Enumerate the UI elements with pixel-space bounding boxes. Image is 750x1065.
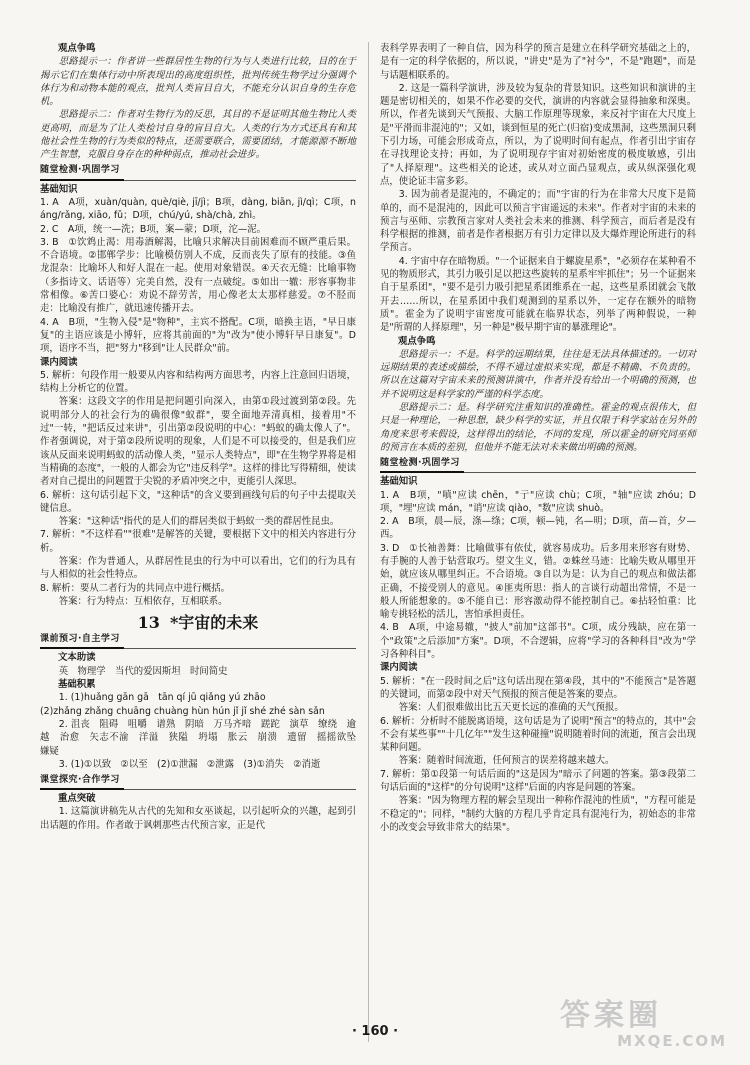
section-number: 13 [137,613,160,633]
section-separator [380,457,696,473]
separator-label: 课堂探究·合作学习 [40,774,124,790]
watermark-logo [560,1000,735,1055]
subheading: 观点争鸣 [398,335,436,347]
subheading: 观点争鸣 [58,43,96,54]
paragraph: 4. A B项，"生物入侵"是"物种"，主宾不搭配。C项，暗换主语，"早日康复"的主语应该是小博轩，应将其前面的"为"改为"使小博轩早日康复"。D项，语序不当，把"努力"移到"让人民群众"前。 [40,316,356,355]
subheading: 课内阅读 [380,662,418,674]
section-separator [40,633,356,649]
paragraph: 答案：这段文字的作用是把问题引向深入，由第①段过渡到第②段。先说明部分人的社会行为的确很像"蚁群"，要全面地弄清真相，接着用"不过"一转，"把话反过来讲"，引出第②段说明的中心："蚂蚁的确太像人了"。作者强调说，对于第②段所说明的现象，人们是不可以接受的，但是我们应该从反面来说明蚂蚁的活动像人类，"显示人类特点"，即"在生物学界将是相当精确的态度"，一般的人都会为它"违反科学"。这样的排比写得精细，使读者对自己提出的问题置于尖锐的矛盾冲突之中，更能引人深思。 [40,396,356,488]
paragraph: 2. C A项，统一—洗；B项，案—蒙；D项，沱—泥。 [40,223,267,235]
paragraph: 7. 解析："不这样看""很难"是解答的关键，要根据下文中的相关内容进行分析。 [40,529,356,554]
paragraph: 答案：人们很难做出比五天更长远的准确的天气预报。 [398,702,624,714]
separator-label: 随堂检测·巩固学习 [380,457,464,473]
paragraph: 5. 解析："在一段时间之后"这句话出现在第④段，其中的"不能预言"是答题的关键词，而第②段中对天气预报的预言便是答案的要点。 [380,675,696,700]
left-column [40,42,366,832]
paragraph: 2. A B项，晨—辰，涤—绦；C项，顿—钝，名—明；D项，苗—首，夕—西。 [380,516,696,541]
section-separator [40,774,356,790]
section-separator [40,165,356,181]
paragraph: 答案："因为物理方程的解会呈现出一种称作混沌的性质"，"方程可能是不稳定的"；同样，"制约大脑的方程几乎肯定具有混沌行为，初始态的非常小的改变会导致非常大的结果"。 [380,795,696,833]
paragraph: (2)zhǎng zhǎng chuāng chuàng hùn hún jǐ jǐ shé zhé sàn sǎn [40,705,325,717]
paragraph: 英 物理学 当代的爱因斯坦 时间简史 [58,665,228,677]
paragraph: 答案："这种话"指代的是人们的群居类似于蚂蚁一类的群居性昆虫。 [58,516,340,528]
paragraph: 表科学界表明了一种自信，因为科学的预言是建立在科学研究基础之上的，是有一定的科学依据的，所以说，"讲史"是为了"衬今"，不是"跑题"，而是与话题相联系的。 [380,43,696,81]
paragraph: 3. 因为前者是混沌的，不确定的；而"宇宙的行为在非常大尺度下是简单的，而不是混沌的，因此可以预言宇宙遥远的未来"。作者对宇宙的未来的预言与巫师、宗教预言家对人类社会未来的推测、科学预言，而后者是没有科学根据的推测，前者是作者根据万有引力定律以及大爆炸理论所进行的科学预言。 [380,189,696,254]
separator-label: 随堂检测·巩固学习 [40,164,124,180]
paragraph: 思路提示一：不是。科学的远期结果，往往是无法具体描述的。一切对远期结果的表述或描绘，不得不通过虚拟来实现，都是不精确、不负责的。所以在这篇对宇宙未来的预测讲演中，作者并没有给出一个明确的预测，也并不说明这是科学家的严谨的科学态度。 [380,348,696,400]
paragraph: 2. 沮丧 阻碍 咀嚼 谱熟 阴暗 万马齐喑 蹉跎 演草 缭绕 逾越 治愈 矢志不渝 洋溢 狭隘 坍塌 胀云 崩溃 遗留 摇摇欲坠 嫌疑 [40,718,366,757]
paragraph: 答案：随着时间流逝，任何预言的误差将越来越大。 [398,755,615,767]
paragraph: 1. A A项，xuàn/quàn, què/qiè, jī/jì；B项，dàng, biān, jì/qì；C项，náng/rǎng, xiāo, fǔ；D项，chú/yú, shà/chà, zhì。 [40,196,356,222]
subheading: 文本助读 [58,652,96,664]
separator-label: 课前预习·自主学习 [40,633,124,649]
paragraph: 答案：作为普通人，从群居性昆虫的行为中可以看出，它们的行为具有与人相似的社会性特点。 [40,555,356,581]
subheading: 基础知识 [380,476,418,488]
paragraph: 思路提示一：作者讲一些群居性生物的行为与人类进行比较，目的在于揭示它们在集体行动中所表现出的高度组织性，批判传统生物学过分强调个体行为和动物本能的观点，批判人类盲目自大，不能充分认识自身的生存危机。 [40,56,356,108]
paragraph: 5. 解析：句段作用一般要从内容和结构两方面思考，内容上注意回归语境，结构上分析它的位置。 [40,369,356,395]
section-title [40,613,356,633]
paragraph: 8. 解析：要从二者行为的共同点中进行概括。 [40,582,231,594]
paragraph: 6. 解析：这句话引起下文，"这种话"的含义要到画线句后的句子中去提取关键信息。 [40,489,356,514]
paragraph: 7. 解析：第①段第一句话后面的"这是因为"暗示了问题的答案。第③段第二句话后面的"这样"的分句说明"这样"后面的内容是问题的答案。 [380,768,696,794]
page-number: · 160 · [351,1024,399,1039]
subheading: 重点突破 [58,793,96,805]
subheading: 基础知识 [40,183,78,195]
paragraph: 4. B A项，中途易辙，"披人"前加"这部书"。C项，成分残缺，应在第一个"政策"之后添加"方案"。D项，不合逻辑，应将"学习的各种科目"改为"学习各种科目"。 [380,622,696,661]
subheading: 基础积累 [58,679,96,691]
paragraph: 答案：行为特点：互相依存，互相联系。 [58,595,228,607]
column-divider [368,42,369,1042]
paragraph: 思路提示二：作者对生物行为的反思，其目的不是证明其他生物比人类更高明，而是为了让人类检讨自身的盲目自大。人类的行为方式还具有和其他社会性生物的行为类似的特点，还需要联合，需要团结，才能源源不断地产生智慧，克服自身存在的种种弱点，推动社会进步。 [40,109,356,161]
section-title-text: *宇宙的未来 [169,613,259,633]
watermark-text-top: 答案圈 [560,998,662,1033]
watermark-text-bottom: MXQE.COM [617,1032,727,1050]
paragraph: 3. (1)①以致 ②以至 (2)①泄漏 ②泄露 (3)①消失 ②消逝 [58,758,321,770]
paragraph: 1. 这篇演讲稿先从古代的先知和女巫谈起，以引起听众的兴趣，起到引出话题的作用。作者敢于讽刺那些古代预言家，正是代 [40,806,356,831]
paragraph: 1. (1)huǎng gān gā tān qí jū qiǎng yú zhāo [58,692,266,704]
paragraph: 3. D ①长袖善舞：比喻做事有依仗，就容易成功。后多用来形容有财势、有手腕的人善于钻营取巧。望文生义，错。②蛛丝马迹：比喻失败从哪里开始，就应该从哪里纠正。不合语境。③自以为是：认为自己的观点和做法都正确，不接受别人的意见。④匪夷所思：指人的言谈行动超出常情，不是一般人所能想象的。⑤不能自已：形容激动得不能控制自己。⑥拈轻怕重：比喻专挑轻松的活儿，害怕承担责任。 [380,542,696,621]
paragraph: 2. 这是一篇科学演讲，涉及较为复杂的背景知识。这些知识和演讲的主题是密切相关的，如果不作必要的交代，演讲的内容就会显得抽象和深奥。所以，作者先谈到天气预报、大脑工作原理等现象，来反衬宇宙在大尺度上是"平滑而非混沌的"；又如，谈到恒星的死亡(归宿)变成黑洞，这些黑洞只剩下引力场，可能会形成奇点，所以，为了说明时间有起点，作者引出宇宙存在寻找理论支持；再如，为了说明现存宇宙对初始密度的极度敏感，引出了"人择原理"。这些相关的论述，或从对立面凸显观点，或从纵深强化观点，使论证丰富多彩。 [380,82,696,187]
paragraph: 1. A B项，"嗔"应读 chēn，"亍"应读 chù；C项，"轴"应读 zhóu；D项，"埋"应读 mán，"诮"应读 qiào，"数"应读 shuò。 [380,489,696,514]
right-column [380,42,696,834]
subheading: 课内阅读 [40,356,78,368]
paragraph: 4. 宇宙中存在暗物质。"一个证据来自于螺旋星系"，"必须存在某种看不见的物质形式，其引力吸引足以把这些旋转的星系牢牢抓住"；另一个证据来自于星系团"，"要不是引力吸引把星系团维系在一起，这些星系团就会飞散开去……所以，在星系团中我们观测到的星系以外，一定存在额外的暗物质"。霍金为了说明宇宙密度可能就在临界状态，列举了两种假说，一种是"所谓的人择原理"，另一种是"极早期宇宙的暴涨理论"。 [380,255,696,334]
paragraph: 6. 解析：分析时不能脱离语境，这句话是为了说明"预言"的特点的，其中"会不会有某些事""十几亿年""发生这种碰撞"说明随着时间的流逝，预言会出现某种问题。 [380,715,696,754]
paragraph: 3. B ①饮鸩止渴：用毒酒解渴，比喻只求解决目前困难而不顾严重后果。不合语境。②邯郸学步：比喻模仿别人不成，反而丧失了原有的技能。③鱼龙混杂：比喻坏人和好人混在一起。使用对象错误。④天衣无缝：比喻事物（多指诗文、话语等）完美自然，没有一点破绽。⑤如出一辙：形容事物非常相像。⑥苦口婆心：劝说不辞劳苦，用心像老太太那样慈爱。⑦不胫而走：比喻没有推广，就迅速传播开去。 [40,236,356,315]
paragraph: 思路提示二：是。科学研究注重知识的准确性。霍金的观点很伟大，但只是一种理论，一种思想，缺少科学的实证，并且仅限于科学家站在另外的角度来思考来假设，这样得出的结论，不同的发现，所以霍金的研究同巫师的预言在本质的差别，但他并不能无法对未来做出明确的预测。 [380,402,696,453]
